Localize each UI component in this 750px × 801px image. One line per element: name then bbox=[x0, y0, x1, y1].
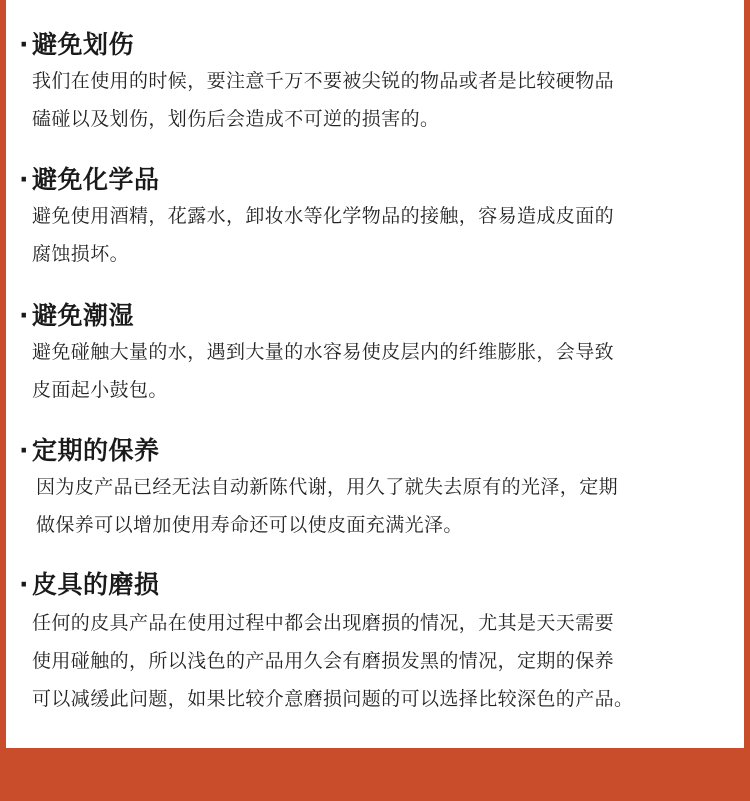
body-line: 因为皮产品已经无法自动新陈代谢，用久了就失去原有的光泽，定期 bbox=[36, 476, 619, 498]
section-heading bbox=[16, 299, 134, 333]
bullet-dot: · bbox=[19, 301, 29, 330]
section-heading bbox=[16, 434, 160, 468]
body-line: 磕碰以及划伤，划伤后会造成不可逆的损害的。 bbox=[32, 108, 440, 130]
body-line: 任何的皮具产品在使用过程中都会出现磨损的情况，尤其是天天需要 bbox=[32, 612, 615, 634]
section-heading bbox=[16, 163, 160, 197]
section-body bbox=[32, 604, 732, 718]
section-body bbox=[32, 333, 732, 409]
body-line: 做保养可以增加使用寿命还可以使皮面充满光泽。 bbox=[36, 514, 463, 536]
bullet-dot: · bbox=[19, 436, 29, 465]
section-heading bbox=[16, 568, 160, 602]
section-heading bbox=[16, 28, 134, 62]
body-line: 皮面起小鼓包。 bbox=[32, 379, 168, 401]
body-line: 避免碰触大量的水，遇到大量的水容易使皮层内的纤维膨胀，会导致 bbox=[32, 341, 615, 363]
bullet-dot: · bbox=[19, 165, 29, 194]
section-body bbox=[32, 197, 732, 273]
section-body bbox=[32, 62, 732, 138]
body-line: 腐蚀损坏。 bbox=[32, 243, 130, 265]
section-title: 避免潮湿 bbox=[32, 301, 135, 330]
section-title: 避免划伤 bbox=[32, 30, 135, 59]
bullet-dot: · bbox=[19, 570, 29, 599]
bullet-dot: · bbox=[19, 30, 29, 59]
section-title: 避免化学品 bbox=[32, 165, 160, 194]
section-title: 皮具的磨损 bbox=[32, 570, 160, 599]
section-title: 定期的保养 bbox=[32, 436, 160, 465]
section-body bbox=[36, 468, 736, 544]
body-line: 可以减缓此问题，如果比较介意磨损问题的可以选择比较深色的产品。 bbox=[32, 688, 634, 710]
body-line: 使用碰触的，所以浅色的产品用久会有磨损发黑的情况，定期的保养 bbox=[32, 650, 615, 672]
content-card bbox=[6, 0, 744, 748]
body-line: 我们在使用的时候，要注意千万不要被尖锐的物品或者是比较硬物品 bbox=[32, 70, 615, 92]
body-line: 避免使用酒精，花露水，卸妆水等化学物品的接触，容易造成皮面的 bbox=[32, 205, 615, 227]
